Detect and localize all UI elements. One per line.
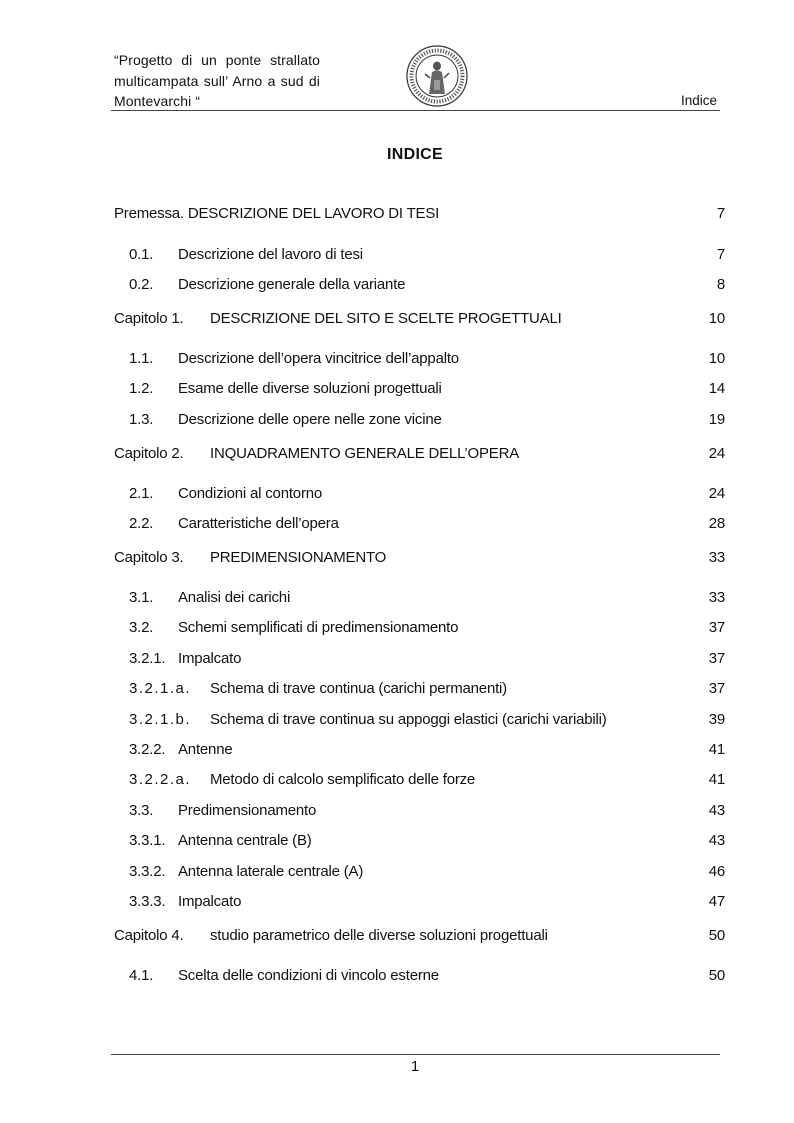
toc-text: Schemi semplificati di predimensionamento [178,619,459,636]
header-title-line-1: “Progetto di un ponte strallato [114,52,320,68]
toc-text: Impalcato [178,650,242,667]
toc-entry [114,831,725,851]
toc-entry [114,204,725,224]
toc-number: 3.2.1.b. [129,711,192,728]
header-title-line-2: multicampata sull’ Arno a sud di [114,72,320,89]
header-title-line-3: Montevarchi “ [114,93,201,109]
toc-entry [114,309,725,329]
toc-page: 7 [716,246,725,263]
toc-page: 33 [708,549,725,566]
toc-page: 47 [708,893,725,910]
toc-page: 37 [708,680,725,697]
toc-page: 8 [716,276,725,293]
toc-number: 3.3.2. [129,863,166,880]
toc-entry [114,862,725,882]
toc-entry [114,710,725,730]
toc-number: 3.2.2. [129,741,166,758]
toc-text: Descrizione del lavoro di tesi [178,246,363,263]
footer-rule [111,1054,720,1055]
toc-text: Premessa. DESCRIZIONE DEL LAVORO DI TESI [114,205,440,222]
toc-entry [114,410,725,430]
page-number: 1 [410,1058,420,1075]
toc-entry [114,649,725,669]
toc-page: 37 [708,650,725,667]
toc-text: Antenna laterale centrale (A) [178,863,364,880]
toc-page: 10 [708,350,725,367]
toc-entry [114,966,725,986]
toc-page: 43 [708,802,725,819]
toc-number: 3.2.1. [129,650,166,667]
toc-entry [114,275,725,295]
toc-text: PREDIMENSIONAMENTO [210,549,387,566]
toc-entry [114,514,725,534]
page-title: INDICE [386,146,444,163]
toc-entry [114,892,725,912]
toc-number: 3.3. [129,802,154,819]
toc-page: 33 [708,589,725,606]
toc-number: 1.1. [129,350,154,367]
toc-text: Scelta delle condizioni di vincolo esterne [178,967,439,984]
toc-text: DESCRIZIONE DEL SITO E SCELTE PROGETTUALI [210,310,562,327]
toc-number: Capitolo 2. [114,445,184,462]
toc-number: 2.2. [129,515,154,532]
toc-page: 28 [708,515,725,532]
toc-page: 10 [708,310,725,327]
toc-number: Capitolo 1. [114,310,184,327]
university-seal-icon [405,44,469,108]
toc-number: Capitolo 4. [114,927,184,944]
toc-text: studio parametrico delle diverse soluzioni progettuali [210,927,548,944]
toc-number: 3.1. [129,589,154,606]
toc-number: 1.3. [129,411,154,428]
toc-page: 46 [708,863,725,880]
toc-page: 14 [708,380,725,397]
toc-text: INQUADRAMENTO GENERALE DELL’OPERA [210,445,520,462]
toc-text: Analisi dei carichi [178,589,291,606]
toc-text: Caratteristiche dell’opera [178,515,339,532]
toc-text: Esame delle diverse soluzioni progettuali [178,380,442,397]
toc-text: Descrizione dell’opera vincitrice dell’appalto [178,350,459,367]
toc-number: 2.1. [129,485,154,502]
toc-number: 1.2. [129,380,154,397]
header-section: Indice [680,93,717,108]
header-title [114,50,320,110]
toc-page: 37 [708,619,725,636]
header-rule [111,110,720,111]
toc-text: Predimensionamento [178,802,317,819]
toc-text: Metodo di calcolo semplificato delle forze [210,771,476,788]
toc-page: 50 [708,927,725,944]
toc-page: 41 [708,741,725,758]
toc-page: 24 [708,485,725,502]
toc-text: Impalcato [178,893,242,910]
toc-page: 7 [716,205,725,222]
toc-number: 0.2. [129,276,154,293]
toc-entry [114,801,725,821]
toc-page: 50 [708,967,725,984]
toc-number: 4.1. [129,967,154,984]
toc-number: 3.2.2.a. [129,771,192,788]
toc-number: 3.3.1. [129,832,166,849]
toc-text: Schema di trave continua (carichi permanenti) [210,680,507,697]
toc-entry [114,588,725,608]
toc-page: 19 [708,411,725,428]
toc-number: 3.2.1.a. [129,680,192,697]
toc-entry [114,444,725,464]
toc-number: 0.1. [129,246,154,263]
toc-text: Condizioni al contorno [178,485,323,502]
toc-text: Antenne [178,741,233,758]
toc-entry [114,618,725,638]
toc-number: 3.2. [129,619,154,636]
toc-number: Capitolo 3. [114,549,184,566]
toc-text: Descrizione delle opere nelle zone vicine [178,411,442,428]
toc-entry [114,484,725,504]
toc-entry [114,548,725,568]
toc-entry [114,740,725,760]
toc-text: Antenna centrale (B) [178,832,312,849]
toc-entry [114,926,725,946]
toc-number: 3.3.3. [129,893,166,910]
toc-entry [114,379,725,399]
toc-entry [114,245,725,265]
toc-page: 39 [708,711,725,728]
toc-entry [114,679,725,699]
toc-page: 43 [708,832,725,849]
toc-text: Descrizione generale della variante [178,276,406,293]
toc-text: Schema di trave continua su appoggi elastici (carichi variabili) [210,711,607,728]
toc-entry [114,770,725,790]
toc-page: 24 [708,445,725,462]
toc-entry [114,349,725,369]
toc-page: 41 [708,771,725,788]
